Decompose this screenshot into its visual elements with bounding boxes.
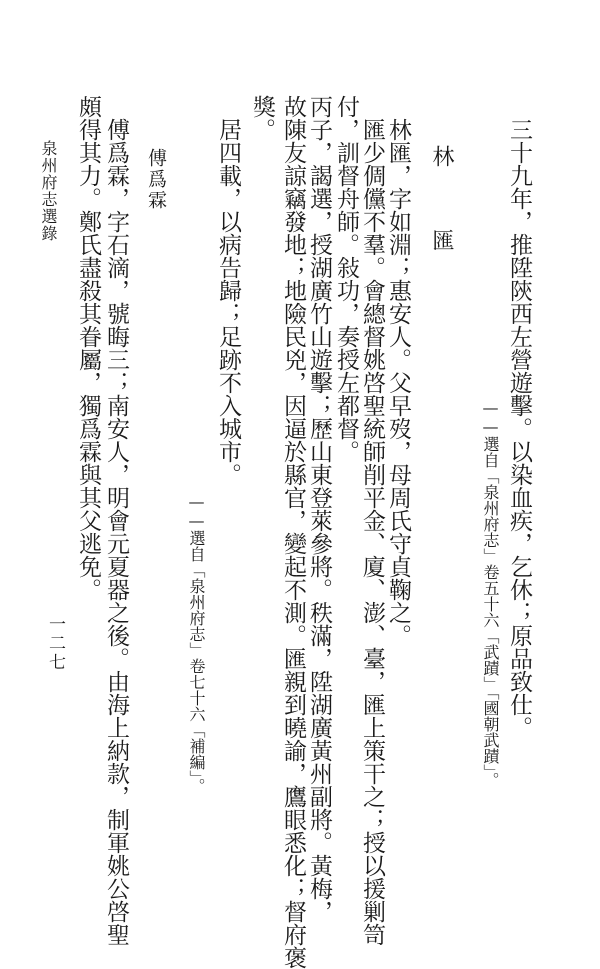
section-title-lin-hui: 林 匯 <box>429 145 454 271</box>
text-column-4: 匯少倜儻不羣。會總督姚啓聖統師削平金、廈、澎、臺，匯上策干之；授以援剿笥 <box>359 118 385 946</box>
text-column-5: 付，訓督舟師。敍功，奏授左都督。 <box>333 95 359 463</box>
text-column-9: 居四載，以病告歸；足跡不入城市。 <box>215 118 241 486</box>
text-column-6: 丙子，謁選，授湖廣竹山遊擊；歷山東登萊參將。秩滿，陞湖廣黃州副將。黃梅， <box>306 95 332 923</box>
page-number: 一二七 <box>45 615 65 672</box>
text-column-13: 頗得其力。鄭氏盡殺其眷屬，獨爲霖與其父逃免。 <box>75 95 101 601</box>
running-title: 泉州府志選錄 <box>39 140 58 242</box>
text-column-8: 獎。 <box>249 95 275 141</box>
text-column-7: 故陳友諒竊發地；地險民兇，因逼於縣官，變起不測。匯親到曉諭，鷹眼悉化；督府褒 <box>280 95 306 969</box>
source-citation-2: ——選自「泉州府志」卷七十六「補編」。 <box>187 492 206 794</box>
source-citation-1: ——選自「泉州府志」卷五十六「武蹟」「國朝武蹟」。 <box>481 398 500 788</box>
text-column-3: 林匯，字如淵；惠安人。父早歿，母周氏守貞鞠之。 <box>385 118 411 647</box>
text-column-1: 三十九年，推陞陝西左營遊擊。以染血疾，乞休；原品致仕。 <box>506 118 532 739</box>
section-title-fu-weilin: 傅爲霖 <box>145 148 167 211</box>
text-column-12: 傅爲霖，字石滴，號晦三；南安人，明會元夏器之後。由海上納款，制軍姚公啓聖 <box>103 118 129 946</box>
